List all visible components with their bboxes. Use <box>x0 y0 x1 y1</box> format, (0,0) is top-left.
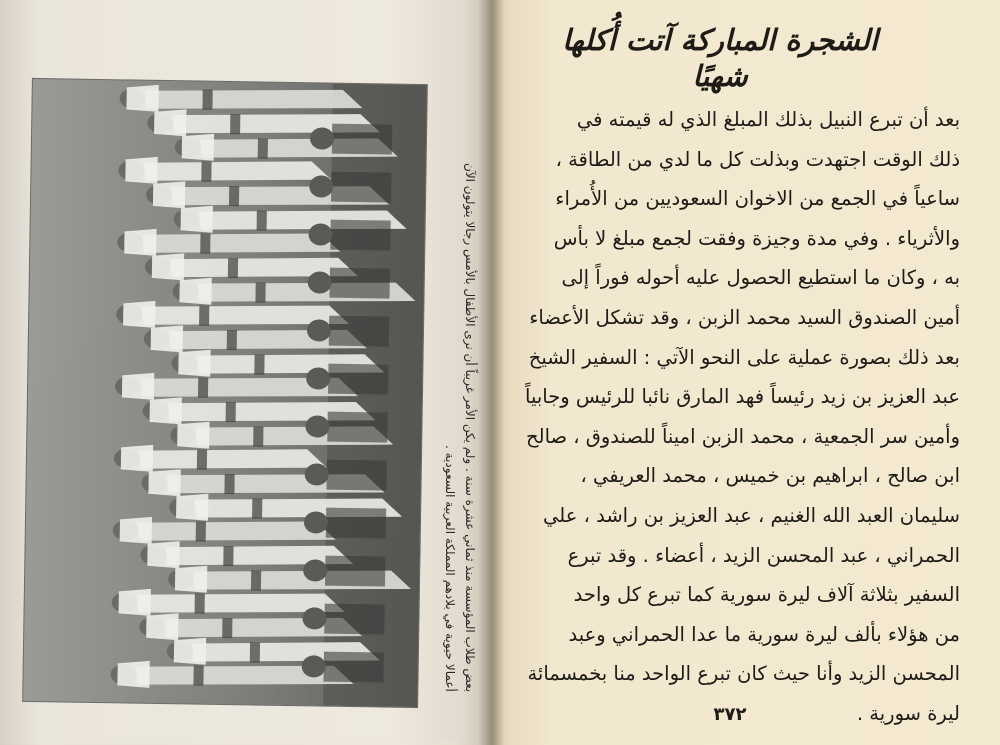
text-line: ساعياً في الجمع من الاخوان السعوديين من الأُمراء <box>555 187 960 211</box>
photo-figure <box>202 90 212 110</box>
photo-figure <box>153 181 185 208</box>
photo-figure <box>201 162 211 182</box>
photo-figure <box>181 205 213 232</box>
photo-caption <box>434 92 480 692</box>
photo-figure <box>179 277 211 304</box>
text-line: عبد العزيز بن زيد رئيساً فهد المارق نائبا للرئيس وجابياً <box>525 385 960 409</box>
photo-figure <box>223 546 233 566</box>
photo-figure <box>331 172 391 203</box>
photo-figure <box>198 378 208 398</box>
photo-figure <box>121 444 153 471</box>
photo-figure <box>195 594 205 614</box>
photo-figure <box>146 613 178 640</box>
photo-figure <box>326 460 386 491</box>
photo-figure <box>328 364 388 395</box>
photo-figure <box>327 412 387 443</box>
photo-figure <box>222 618 232 638</box>
photo-figure <box>197 450 207 470</box>
photo-figure <box>199 306 209 326</box>
photo-figure <box>227 330 237 350</box>
photo-figure <box>324 604 384 635</box>
photo-figure <box>124 228 156 255</box>
group-photo-icon <box>23 79 427 707</box>
photo-figure <box>182 133 214 160</box>
page-number: ٣٧٢ <box>713 704 747 725</box>
text-line: السفير بثلاثة آلاف ليرة سورية كما تبرع كل واحد <box>573 583 960 607</box>
photo-figure <box>332 124 392 155</box>
photo-figure <box>176 493 208 520</box>
heading-title: الشجرة المباركة آتت أُكلها شهيًا <box>562 23 878 93</box>
photo-figure <box>178 349 210 376</box>
photo-figure <box>250 642 260 662</box>
photo-figure <box>254 354 264 374</box>
photo-figure <box>224 474 234 494</box>
photo-figure <box>117 660 149 687</box>
body-text <box>520 100 960 734</box>
caption-line: بعض طلاب المؤسسة منذ ثماني عشرة سنة . ولم يكن الأمر غريباً أن نرى الأطفال بالأمس رجالا يتولون الآن <box>463 162 477 692</box>
photo-figure <box>175 565 207 592</box>
photo-figure <box>120 516 152 543</box>
text-line: أمين الصندوق السيد محمد الزبن ، وقد تشكل الأعضاء <box>529 305 960 329</box>
photo-figure <box>330 220 390 251</box>
text-line: المحسن الزيد وأنا حيث كان تبرع الواحد منا بخمسمائة <box>527 662 960 686</box>
photo-figure <box>196 522 206 542</box>
book-gutter <box>478 0 504 745</box>
photo-figure <box>125 156 157 183</box>
photo-figure <box>148 469 180 496</box>
photo-figure <box>329 316 389 347</box>
photo-figure <box>255 282 265 302</box>
text-line: ابن صالح ، ابراهيم بن خميس ، محمد العريفي ، <box>580 464 960 488</box>
photo-figure <box>174 637 206 664</box>
photo-figure <box>152 253 184 280</box>
text-line: بعد ذلك بصورة عملية على النحو الآتي : السفير الشيخ <box>528 345 960 369</box>
photo-figure <box>251 570 261 590</box>
photo-figure <box>147 541 179 568</box>
text-line: من هؤلاء بألف ليرة سورية ما عدا الحمراني وعبد <box>568 622 960 646</box>
text-line: سليمان العبد الله الغنيم ، عبد العزيز بن راشد ، علي <box>543 503 960 527</box>
chapter-heading <box>530 22 910 94</box>
text-line: وأمين سر الجمعية ، محمد الزبن اميناً للصندوق ، صالح <box>526 424 960 448</box>
photo-figure <box>200 234 210 254</box>
text-line: ذلك الوقت اجتهدت وبذلت كل ما لدي من الطاقة ، <box>555 147 960 171</box>
photo-figure <box>258 138 268 158</box>
photo-figure <box>118 588 150 615</box>
photo-figure <box>228 258 238 278</box>
photo-figure <box>123 300 155 327</box>
photo-figure <box>323 652 383 683</box>
text-line: به ، وكان ما استطيع الحصول عليه أحوله فوراً إلى <box>561 266 960 290</box>
text-line: ليرة سورية . <box>856 701 960 725</box>
photo-figure <box>193 666 203 686</box>
photo-figure <box>252 498 262 518</box>
text-line: بعد أن تبرع النبيل بذلك المبلغ الذي له قيمته في <box>576 108 960 131</box>
photo-figure <box>325 556 385 587</box>
photo-figure <box>151 325 183 352</box>
photo-figure <box>226 402 236 422</box>
group-photo <box>23 79 427 707</box>
photo-figure <box>177 421 209 448</box>
text-line: والأثرياء . وفي مدة وجيزة وفقت لجمع مبلغ لا بأس <box>553 226 960 250</box>
photo-figure <box>154 109 186 136</box>
photo-figure <box>253 426 263 446</box>
photo-figure <box>126 84 158 111</box>
photo-figure <box>229 186 239 206</box>
photo-figure <box>230 114 240 134</box>
photo-figure <box>122 372 154 399</box>
photo-figure <box>257 210 267 230</box>
text-line: الحمراني ، عبد المحسن الزيد ، أعضاء . وقد تبرع <box>567 543 960 567</box>
photo-figure <box>150 397 182 424</box>
photo-figure <box>330 268 390 299</box>
photo-figure <box>326 508 386 539</box>
caption-line: أعمالا حيوية في بلادهم المملكة العربية السعودية . <box>443 445 457 692</box>
